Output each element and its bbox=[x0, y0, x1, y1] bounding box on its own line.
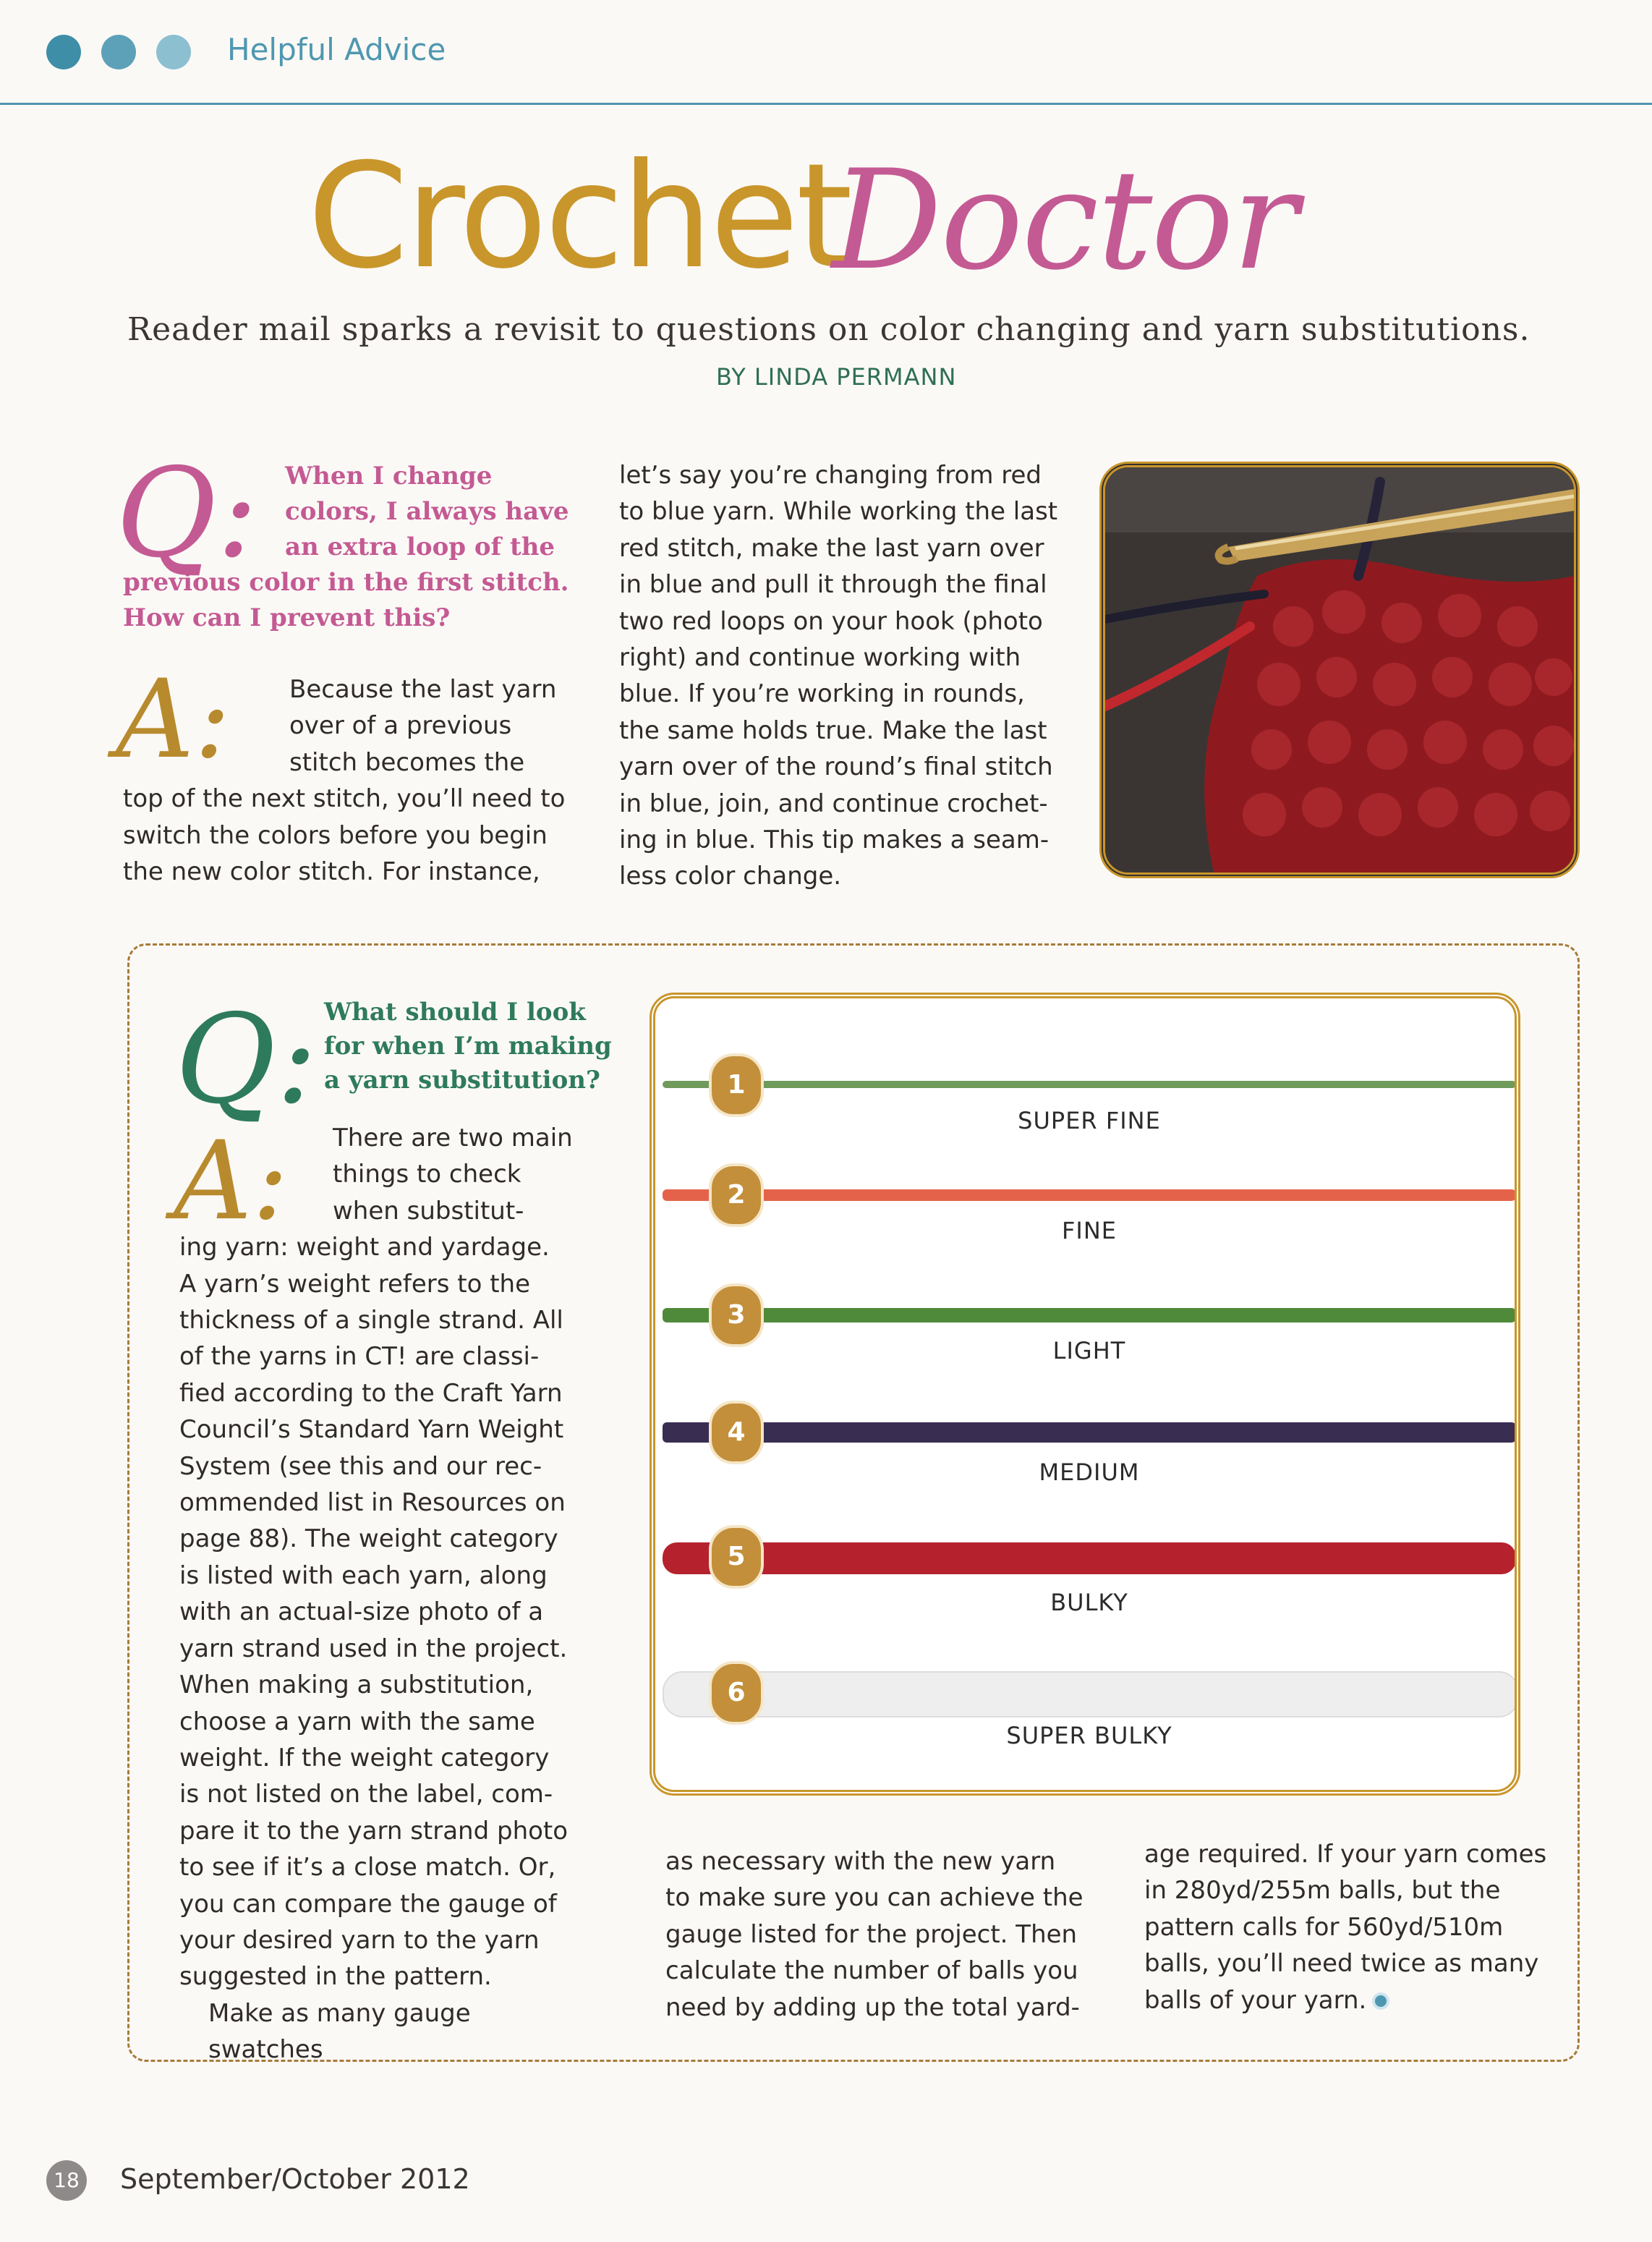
answer-2-line: calculate the number of balls you bbox=[665, 1956, 1078, 1986]
answer-2-line: balls of your yarn. bbox=[1144, 1985, 1367, 2015]
answer-2-line: fied according to the Craft Yarn bbox=[179, 1378, 563, 1408]
answer-2-line: is not listed on the label, com- bbox=[179, 1780, 553, 1809]
yarn-strand-2 bbox=[663, 1189, 1516, 1201]
yarn-strand-1 bbox=[663, 1081, 1516, 1088]
answer-1-line: to blue yarn. While working the last bbox=[619, 497, 1058, 527]
subtitle: Reader mail sparks a revisit to questions on color changing and yarn substitutions. bbox=[127, 311, 1530, 348]
answer-2-line: A yarn’s weight refers to the bbox=[179, 1269, 530, 1299]
answer-2-line: Make as many gauge swatches bbox=[208, 1998, 471, 2065]
title-crochet: Crochet bbox=[307, 132, 851, 301]
byline: BY LINDA PERMANN bbox=[716, 363, 957, 391]
answer-2-line: you can compare the gauge of bbox=[179, 1889, 557, 1919]
weight-badge-4: 4 bbox=[709, 1401, 764, 1464]
question-2-line: What should I look bbox=[324, 998, 586, 1027]
answer-2-line: of the yarns in CT! are classi- bbox=[179, 1342, 540, 1372]
header-rule bbox=[0, 103, 1652, 105]
answer-1-line: Because the last yarn bbox=[289, 675, 557, 704]
section-label: Helpful Advice bbox=[227, 32, 446, 67]
header-dot-3 bbox=[156, 35, 191, 69]
a-mark-1: A: bbox=[116, 657, 231, 783]
answer-2-line: There are two main bbox=[333, 1124, 573, 1152]
question-1-line: How can I prevent this? bbox=[123, 603, 451, 632]
question-1-line: an extra loop of the bbox=[285, 532, 555, 561]
yarn-strand-3 bbox=[663, 1308, 1516, 1322]
answer-1-line: switch the colors before you begin bbox=[123, 820, 548, 850]
answer-1-col1 bbox=[123, 671, 579, 890]
answer-2-line: in 280yd/255m balls, but the bbox=[1144, 1876, 1501, 1906]
answer-2-line: need by adding up the total yard- bbox=[665, 1992, 1080, 2022]
answer-2-line: page 88). The weight category bbox=[179, 1524, 558, 1554]
answer-2-line: to make sure you can achieve the bbox=[665, 1883, 1083, 1913]
answer-1-line: over of a previous bbox=[289, 711, 512, 741]
answer-2-line: yarn strand used in the project. bbox=[179, 1634, 568, 1663]
weight-label-6: SUPER BULKY bbox=[1006, 1722, 1172, 1749]
question-1-line: When I change bbox=[285, 462, 493, 491]
question-1-line: colors, I always have bbox=[285, 497, 569, 526]
q-mark-1: Q: bbox=[116, 442, 258, 585]
answer-1-line: let’s say you’re changing from red bbox=[619, 461, 1042, 490]
answer-1-line: in blue, join, and continue crochet- bbox=[619, 789, 1048, 818]
answer-2-line: ommended list in Resources on bbox=[179, 1488, 566, 1518]
header-dot-2 bbox=[101, 35, 136, 69]
header-dot-1 bbox=[46, 35, 81, 69]
weight-label-1: SUPER FINE bbox=[1018, 1107, 1161, 1134]
answer-1-line: blue. If you’re working in rounds, bbox=[619, 679, 1025, 709]
answer-1-line: right) and continue working with bbox=[619, 643, 1021, 673]
weight-label-3: LIGHT bbox=[1052, 1337, 1126, 1364]
answer-2-line: gauge listed for the project. Then bbox=[665, 1919, 1078, 1949]
weight-badge-3: 3 bbox=[709, 1283, 764, 1347]
answer-2-line: ing yarn: weight and yardage. bbox=[179, 1233, 550, 1262]
color-change-photo bbox=[1099, 462, 1580, 878]
answer-1-line: stitch becomes the bbox=[289, 747, 525, 777]
end-mark-icon bbox=[1372, 1992, 1389, 2010]
question-2-line: a yarn substitution? bbox=[324, 1066, 600, 1095]
answer-2-line: is listed with each yarn, along bbox=[179, 1561, 548, 1590]
answer-1-line: the new color stitch. For instance, bbox=[123, 857, 540, 887]
answer-2-line: System (see this and our rec- bbox=[179, 1451, 542, 1481]
title-doctor: Doctor bbox=[832, 140, 1297, 300]
answer-1-line: yarn over of the round’s final stitch bbox=[619, 752, 1053, 782]
answer-2-line: choose a yarn with the same bbox=[179, 1707, 535, 1736]
answer-2-line: suggested in the pattern. bbox=[179, 1962, 492, 1992]
answer-2-line: age required. If your yarn comes bbox=[1144, 1840, 1547, 1869]
answer-2-line: pattern calls for 560yd/510m bbox=[1144, 1912, 1504, 1942]
crochet-swatch-illustration bbox=[1105, 467, 1574, 872]
answer-1-line: less color change. bbox=[619, 862, 842, 891]
weight-label-5: BULKY bbox=[1050, 1589, 1128, 1616]
weight-label-4: MEDIUM bbox=[1039, 1458, 1140, 1486]
q-mark-2: Q: bbox=[175, 988, 318, 1131]
question-2-line: for when I’m making bbox=[324, 1032, 612, 1061]
weight-badge-2: 2 bbox=[709, 1163, 764, 1227]
weight-label-2: FINE bbox=[1062, 1217, 1117, 1244]
answer-2-line: as necessary with the new yarn bbox=[665, 1847, 1056, 1876]
answer-2-line: to see if it’s a close match. Or, bbox=[179, 1853, 556, 1882]
question-1 bbox=[123, 459, 571, 636]
weight-badge-6: 6 bbox=[709, 1661, 764, 1725]
yarn-strand-6 bbox=[663, 1671, 1519, 1717]
answer-1-col2 bbox=[619, 457, 1082, 895]
answer-2-line: when substitut- bbox=[333, 1196, 524, 1226]
answer-1-line: two red loops on your hook (photo bbox=[619, 606, 1043, 636]
answer-2-line: balls, you’ll need twice as many bbox=[1144, 1949, 1539, 1979]
question-2 bbox=[324, 995, 613, 1097]
page-number: 18 bbox=[46, 2160, 87, 2201]
weight-badge-5: 5 bbox=[709, 1525, 764, 1589]
answer-2-line: Council’s Standard Yarn Weight bbox=[179, 1415, 564, 1445]
answer-1-line: top of the next stitch, you’ll need to bbox=[123, 784, 566, 814]
answer-2-line: things to check bbox=[333, 1160, 521, 1189]
answer-2-col1 bbox=[179, 1120, 584, 2068]
answer-2-line: thickness of a single strand. All bbox=[179, 1306, 563, 1336]
answer-1-line: red stitch, make the last yarn over bbox=[619, 533, 1044, 563]
answer-2-line: weight. If the weight category bbox=[179, 1743, 550, 1772]
yarn-weight-chart bbox=[650, 993, 1520, 1796]
answer-2-col2 bbox=[665, 1843, 1114, 2026]
answer-2-line: When making a substitution, bbox=[179, 1670, 534, 1700]
yarn-strand-5 bbox=[663, 1542, 1516, 1574]
answer-1-line: in blue and pull it through the final bbox=[619, 570, 1047, 600]
a-mark-2: A: bbox=[174, 1118, 289, 1244]
answer-1-line: the same holds true. Make the last bbox=[619, 716, 1047, 745]
weight-badge-1: 1 bbox=[709, 1053, 764, 1117]
question-1-line: previous color in the first stitch. bbox=[123, 568, 569, 597]
answer-2-col3 bbox=[1144, 1836, 1578, 2018]
answer-2-line: your desired yarn to the yarn bbox=[179, 1925, 540, 1955]
answer-2-line: with an actual-size photo of a bbox=[179, 1597, 544, 1627]
answer-1-line: ing in blue. This tip makes a seam- bbox=[619, 825, 1049, 855]
yarn-strand-4 bbox=[663, 1422, 1516, 1443]
issue-date: September/October 2012 bbox=[120, 2163, 470, 2195]
answer-2-line: pare it to the yarn strand photo bbox=[179, 1816, 569, 1846]
